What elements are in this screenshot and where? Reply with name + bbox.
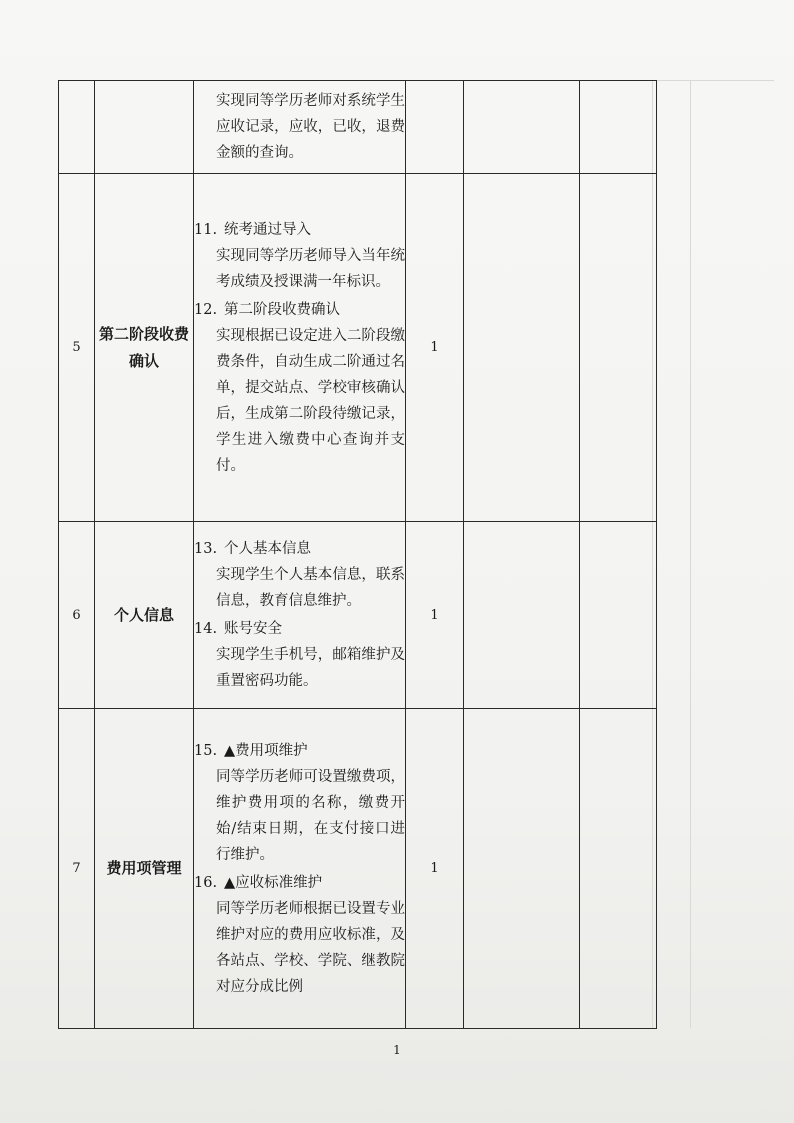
row-quantity (406, 81, 464, 174)
requirements-table (58, 80, 657, 1029)
bleed-through-line (690, 80, 691, 1028)
item-title-text: ▲应收标准维护 (224, 874, 323, 891)
item-body: 实现学生个人基本信息，联系信息，教育信息维护。 (216, 567, 405, 609)
empty-cell (464, 81, 580, 174)
empty-cell (580, 174, 657, 522)
item-number: 11. (194, 221, 218, 238)
item-body: 同等学历老师根据已设置专业维护对应的费用应收标准，及各站点、学校、学院、继教院对应分成比例 (216, 900, 405, 995)
item-body: 同等学历老师可设置缴费项，维护费用项的名称，缴费开始/结束日期，在支付接口进行维护。 (216, 768, 405, 863)
row-name: 费用项管理 (95, 709, 194, 1029)
item-number: 12. (194, 301, 218, 318)
item-body: 实现同等学历老师对系统学生应收记录，应收，已收，退费金额的查询。 (216, 93, 405, 161)
row-description (194, 709, 406, 1029)
row-name (95, 81, 194, 174)
empty-cell (464, 709, 580, 1029)
table-row (59, 174, 657, 522)
item-number: 16. (194, 874, 218, 891)
empty-cell (580, 522, 657, 709)
item-title (194, 870, 405, 896)
row-quantity: 1 (406, 522, 464, 709)
row-description (194, 174, 406, 522)
row-name: 第二阶段收费确认 (95, 174, 194, 522)
item-title-text: 第二阶段收费确认 (224, 301, 340, 318)
item-body: 实现根据已设定进入二阶段缴费条件，自动生成二阶通过名单，提交站点、学校审核确认后，生成第二阶段待缴记录，学生进入缴费中心查询并支付。 (216, 327, 405, 474)
table-row (59, 81, 657, 174)
item-number: 13. (194, 541, 218, 557)
item-title (194, 738, 405, 764)
item-number: 15. (194, 742, 218, 759)
item-title (194, 217, 405, 243)
item-title-text: ▲费用项维护 (224, 742, 308, 759)
row-index: 6 (59, 522, 95, 709)
empty-cell (464, 174, 580, 522)
item-number: 14. (194, 621, 218, 637)
item-title (194, 616, 405, 642)
item-title (194, 297, 405, 323)
row-description (194, 522, 406, 709)
row-description (194, 81, 406, 174)
empty-cell (580, 81, 657, 174)
table-row (59, 709, 657, 1029)
item-title (194, 536, 405, 562)
table-row (59, 522, 657, 709)
row-quantity: 1 (406, 709, 464, 1029)
page-number: 1 (393, 1043, 401, 1057)
row-index: 7 (59, 709, 95, 1029)
item-title-text: 统考通过导入 (224, 221, 311, 238)
bleed-through-line (652, 80, 774, 81)
row-quantity: 1 (406, 174, 464, 522)
item-body: 实现同等学历老师导入当年统考成绩及授课满一年标识。 (216, 247, 405, 290)
empty-cell (580, 709, 657, 1029)
item-title-text: 账号安全 (224, 621, 282, 637)
row-index: 5 (59, 174, 95, 522)
item-title-text: 个人基本信息 (224, 541, 311, 557)
empty-cell (464, 522, 580, 709)
item-body: 实现学生手机号，邮箱维护及重置密码功能。 (216, 647, 405, 689)
row-index (59, 81, 95, 174)
row-name: 个人信息 (95, 522, 194, 709)
